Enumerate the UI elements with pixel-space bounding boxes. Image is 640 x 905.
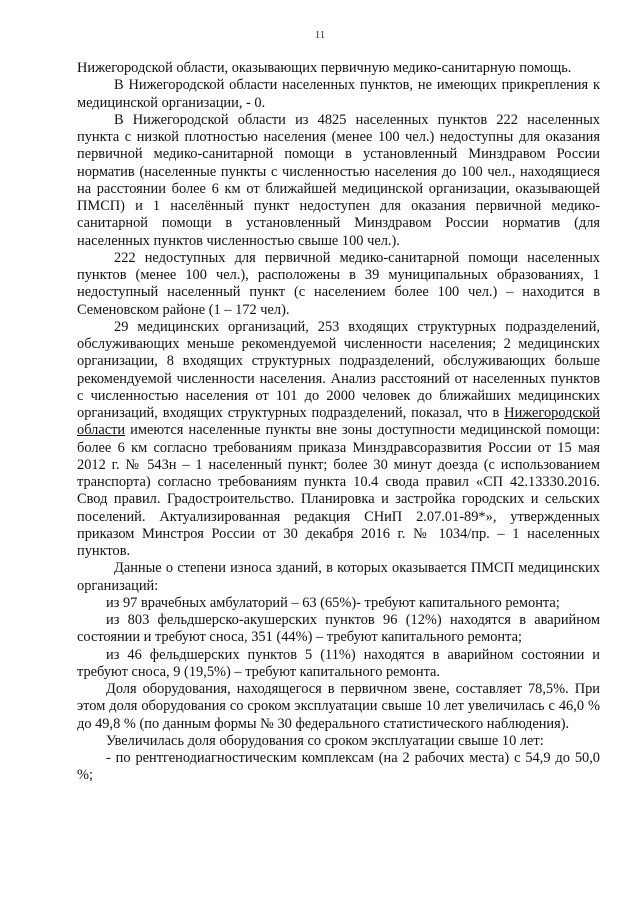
list-item: из 97 врачебных амбулаторий – 63 (65%)- требуют капитального ремонта; xyxy=(106,594,560,611)
paragraph: Нижегородской области, оказывающих первичную медико-санитарную помощь. xyxy=(77,60,572,76)
paragraph: В Нижегородской области из 4825 населенных пунктов 222 населенных пункта с низкой плотностью населения (менее 100 чел.) недоступны для оказания первичной медико-санитарной помощи в установленный Минздравом России норматив (населенные пункты с численностью населения до 100 чел., находящиеся на расстоянии более 6 км от ближайшей медицинской организации, оказывающей ПМСП) и 1 населённый пункт недоступен для оказания первичной медико-санитарной помощи в установленный Минздравом России норматив (для населенных пунктов численностью свыше 100 чел.). xyxy=(77,111,600,249)
page-number: 11 xyxy=(314,29,326,41)
paragraph: Доля оборудования, находящегося в первичном звене, составляет 78,5%. При этом доля оборудования со сроком эксплуатации свыше 10 лет увеличилась с 46,0 % до 49,8 % (по данным формы № 30 федерального статистического наблюдения). xyxy=(77,681,600,732)
paragraph: 222 недоступных для первичной медико-санитарной помощи населенных пунктов (менее 100 чел.), расположены в 39 муниципальных образованиях, 1 недоступный населенный пункт (с населением более 100 чел.) – находится в Семеновском районе (1 – 172 чел). xyxy=(77,249,600,318)
list-item: из 803 фельдшерско-акушерских пунктов 96 (12%) находятся в аварийном состоянии и требуют сноса, 351 (44%) – требуют капитального ремонта; xyxy=(77,612,600,646)
list-item: - по рентгенодиагностическим комплексам (на 2 рабочих места) с 54,9 до 50,0 %; xyxy=(77,750,600,784)
paragraph: Данные о степени износа зданий, в которых оказывается ПМСП медицинских организаций: xyxy=(77,560,600,594)
paragraph xyxy=(77,319,600,561)
list-item: из 46 фельдшерских пунктов 5 (11%) находятся в аварийном состоянии и требуют сноса, 9 (19,5%) – требуют капитального ремонта. xyxy=(77,646,600,680)
paragraph: Увеличилась доля оборудования со сроком эксплуатации свыше 10 лет: xyxy=(106,732,544,749)
document-body xyxy=(77,60,600,785)
paragraph-text: имеются населенные пункты вне зоны доступности медицинской помощи: более 6 км согласно требованиям приказа Минздравсоразвития России от 15 мая 2012 г. № 543н – 1 населенный пункт; более 30 минут доезда (с использованием транспорта) согласно требованиям пункта 10.4 свода правил «СП 42.13330.2016. Свод правил. Градостроительство. Планировка и застройка городских и сельских поселений. Актуализированная редакция СНиП 2.07.01-89*», утвержденных приказом Минстроя России от 30 декабря 2016 г. № 1034/пр. – 1 населенных пунктов. xyxy=(77,422,600,559)
underlined-region-name: Нижегородской области xyxy=(77,405,600,439)
paragraph-text: 29 медицинских организаций, 253 входящих структурных подразделений, обслуживающих меньше рекомендуемой численности населения; 2 медицинских организации, 8 входящих структурных подразделений, обслуживающих больше рекомендуемой численности населения. Анализ расстояний от населенных пунктов с численностью населения от 101 до 2000 человек до ближайших медицинских организаций, входящих структурных подразделений, показал, что в xyxy=(77,318,600,421)
paragraph: В Нижегородской области населенных пунктов, не имеющих прикрепления к медицинской организации, - 0. xyxy=(77,77,600,111)
